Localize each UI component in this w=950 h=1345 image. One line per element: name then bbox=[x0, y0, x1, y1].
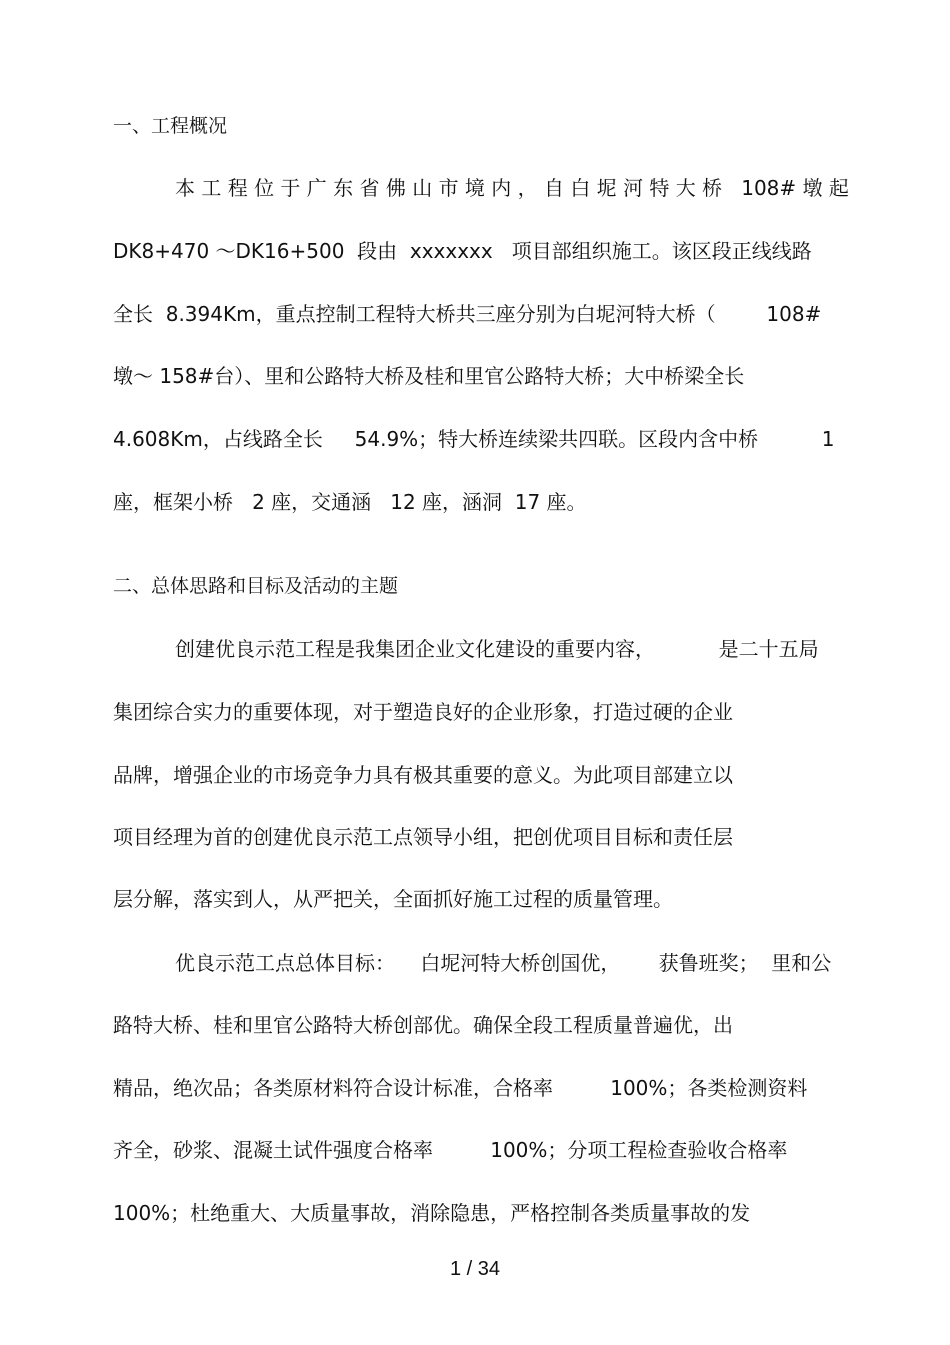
paragraph-line: 创建优良示范工程是我集团企业文化建设的重要内容， 是二十五局 bbox=[175, 637, 819, 661]
section-heading-goals: 二、总体思路和目标及活动的主题 bbox=[113, 575, 399, 597]
paragraph-line: 齐全，砂浆、混凝土试件强度合格率 100%；分项工程检查验收合格率 bbox=[113, 1138, 788, 1162]
paragraph-line: 全长 8.394Km，重点控制工程特大桥共三座分别为白坭河特大桥（ 108# bbox=[113, 302, 822, 326]
paragraph-line: 精品，绝次品；各类原材料符合设计标准，合格率 100%；各类检测资料 bbox=[113, 1076, 808, 1100]
paragraph-line: DK8+470 ～DK16+500 段由 xxxxxxx 项目部组织施工。该区段正线线路 bbox=[113, 239, 812, 263]
paragraph-line: 品牌，增强企业的市场竞争力具有极其重要的意义。为此项目部建立以 bbox=[113, 763, 733, 787]
paragraph-line: 墩～ 158#台）、里和公路特大桥及桂和里官公路特大桥；大中桥梁全长 bbox=[113, 364, 745, 388]
paragraph-line: 项目经理为首的创建优良示范工点领导小组，把创优项目目标和责任层 bbox=[113, 825, 733, 849]
paragraph-line: 路特大桥、桂和里官公路特大桥创部优。确保全段工程质量普遍优，出 bbox=[113, 1013, 733, 1037]
paragraph-line: 层分解，落实到人，从严把关，全面抓好施工过程的质量管理。 bbox=[113, 887, 673, 911]
paragraph-line: 100%；杜绝重大、大质量事故，消除隐患，严格控制各类质量事故的发 bbox=[113, 1201, 751, 1225]
paragraph-line: 优良示范工点总体目标： 白坭河特大桥创国优， 获鲁班奖； 里和公 bbox=[175, 951, 832, 975]
paragraph-line: 本 工 程 位 于 广 东 省 佛 山 市 境 内 ， 自 白 坭 河 特 大 桥 108# 墩 起 bbox=[175, 176, 849, 200]
paragraph-line: 集团综合实力的重要体现，对于塑造良好的企业形象，打造过硬的企业 bbox=[113, 700, 733, 724]
page-number: 1 / 34 bbox=[449, 1258, 501, 1280]
paragraph-line: 4.608Km，占线路全长 54.9%；特大桥连续梁共四联。区段内含中桥 1 bbox=[113, 427, 835, 451]
section-heading-overview: 一、工程概况 bbox=[113, 115, 228, 137]
paragraph-line: 座，框架小桥 2 座，交通涵 12 座，涵洞 17 座。 bbox=[113, 490, 587, 514]
